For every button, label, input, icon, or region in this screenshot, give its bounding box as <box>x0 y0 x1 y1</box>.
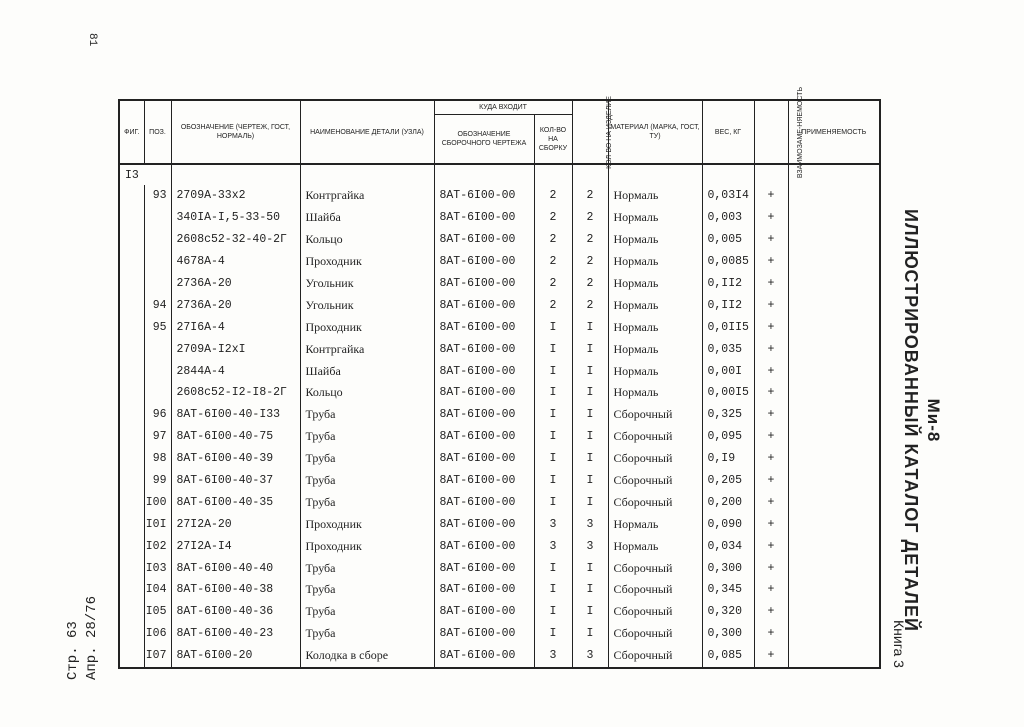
cell-assembly: 8АТ-6I00-00 <box>434 273 534 295</box>
cell-name: Шайба <box>300 207 434 229</box>
cell-name: Труба <box>300 557 434 579</box>
cell-qty-product: 2 <box>572 229 608 251</box>
header-qty-assembly: КОЛ-ВО НА СБОРКУ <box>534 115 572 165</box>
cell-name: Труба <box>300 404 434 426</box>
cell-weight: 0,345 <box>702 579 754 601</box>
cell-fig <box>119 579 144 601</box>
cell-interchangeability: + <box>754 491 788 513</box>
cell-designation: 340IА-I,5-33-50 <box>171 207 300 229</box>
cell-fig <box>119 535 144 557</box>
cell-weight: 0,00I5 <box>702 382 754 404</box>
cell-assembly: 8АТ-6I00-00 <box>434 426 534 448</box>
cell-name: Угольник <box>300 273 434 295</box>
cell-material: Сборочный <box>608 470 702 492</box>
cell-interchangeability: + <box>754 426 788 448</box>
header-pos: ПОЗ. <box>144 100 171 164</box>
cell-fig <box>119 448 144 470</box>
table-row <box>119 185 880 207</box>
cell-interchangeability: + <box>754 207 788 229</box>
cell-name: Кольцо <box>300 229 434 251</box>
cell-assembly: 8АТ-6I00-00 <box>434 316 534 338</box>
cell-qty-product: 3 <box>572 645 608 668</box>
cell-weight: 0,00I <box>702 360 754 382</box>
figure-row <box>119 164 880 185</box>
table-row <box>119 382 880 404</box>
cell-weight: 0,0II5 <box>702 316 754 338</box>
cell-designation: 8АТ-6I00-40-39 <box>171 448 300 470</box>
cell-fig <box>119 294 144 316</box>
cell-applicability <box>788 338 880 360</box>
cell-assembly: 8АТ-6I00-00 <box>434 535 534 557</box>
cell-qty-product: 2 <box>572 273 608 295</box>
cell-fig <box>119 623 144 645</box>
cell-pos: 99 <box>144 470 171 492</box>
cell-material: Сборочный <box>608 557 702 579</box>
parts-table <box>118 86 881 669</box>
cell-qty-product: 3 <box>572 535 608 557</box>
cell-designation: 8АТ-6I00-40-75 <box>171 426 300 448</box>
cell-pos: I03 <box>144 557 171 579</box>
cell-pos: 95 <box>144 316 171 338</box>
cell-applicability <box>788 470 880 492</box>
cell-assembly: 8АТ-6I00-00 <box>434 513 534 535</box>
table-row <box>119 470 880 492</box>
cell-fig <box>119 338 144 360</box>
cell-applicability <box>788 404 880 426</box>
cell-name: Проходник <box>300 316 434 338</box>
cell-assembly: 8АТ-6I00-00 <box>434 229 534 251</box>
cell-interchangeability: + <box>754 470 788 492</box>
table-row <box>119 535 880 557</box>
cell-qty-assembly: 2 <box>534 229 572 251</box>
cell-interchangeability: + <box>754 623 788 645</box>
cell-assembly: 8АТ-6I00-00 <box>434 251 534 273</box>
cell-fig <box>119 491 144 513</box>
table-row <box>119 360 880 382</box>
cell-applicability <box>788 229 880 251</box>
cell-weight: 0,320 <box>702 601 754 623</box>
cell-pos: I07 <box>144 645 171 668</box>
cell-weight: 0,300 <box>702 557 754 579</box>
cell-fig <box>119 316 144 338</box>
cell-fig <box>119 426 144 448</box>
cell-weight: 0,034 <box>702 535 754 557</box>
cell-qty-assembly: I <box>534 338 572 360</box>
cell-assembly: 8АТ-6I00-00 <box>434 470 534 492</box>
cell-weight: 0,205 <box>702 470 754 492</box>
cell-qty-product: I <box>572 316 608 338</box>
cell-designation: 2844А-4 <box>171 360 300 382</box>
cell-material: Нормаль <box>608 316 702 338</box>
cell-pos: 93 <box>144 185 171 207</box>
cell-designation: 2709А-I2хI <box>171 338 300 360</box>
cell-qty-product: I <box>572 382 608 404</box>
cell-fig <box>119 470 144 492</box>
cell-qty-assembly: I <box>534 360 572 382</box>
cell-assembly: 8АТ-6I00-00 <box>434 579 534 601</box>
cell-interchangeability: + <box>754 185 788 207</box>
cell-pos: 98 <box>144 448 171 470</box>
cell-interchangeability: + <box>754 382 788 404</box>
cell-name: Труба <box>300 601 434 623</box>
cell-qty-assembly: 2 <box>534 207 572 229</box>
cell-interchangeability: + <box>754 294 788 316</box>
header-designation: ОБОЗНАЧЕНИЕ (ЧЕРТЕЖ, ГОСТ, НОРМАЛЬ) <box>171 100 300 164</box>
cell-fig <box>119 251 144 273</box>
header-fig: ФИГ. <box>119 100 144 164</box>
table-row <box>119 251 880 273</box>
cell-material: Нормаль <box>608 229 702 251</box>
aircraft-model: Ми-8 <box>924 398 943 443</box>
cell-interchangeability: + <box>754 535 788 557</box>
cell-name: Проходник <box>300 535 434 557</box>
cell-assembly: 8АТ-6I00-00 <box>434 491 534 513</box>
cell-weight: 0,085 <box>702 645 754 668</box>
cell-qty-product: I <box>572 470 608 492</box>
cell-fig <box>119 229 144 251</box>
cell-qty-assembly: 2 <box>534 273 572 295</box>
cell-designation: 27I2А-I4 <box>171 535 300 557</box>
cell-material: Нормаль <box>608 513 702 535</box>
cell-qty-product: 2 <box>572 185 608 207</box>
cell-qty-assembly: 3 <box>534 645 572 668</box>
header-material: МАТЕРИАЛ (МАРКА, ГОСТ, ТУ) <box>608 100 702 164</box>
cell-material: Нормаль <box>608 338 702 360</box>
cell-name: Труба <box>300 470 434 492</box>
cell-applicability <box>788 448 880 470</box>
cell-applicability <box>788 316 880 338</box>
cell-material: Сборочный <box>608 404 702 426</box>
cell-name: Угольник <box>300 294 434 316</box>
cell-designation: 8АТ-6I00-40-40 <box>171 557 300 579</box>
cell-applicability <box>788 273 880 295</box>
cell-weight: 0,003 <box>702 207 754 229</box>
cell-pos: 96 <box>144 404 171 426</box>
cell-qty-assembly: 3 <box>534 535 572 557</box>
cell-fig <box>119 360 144 382</box>
table-row <box>119 557 880 579</box>
cell-qty-assembly: 3 <box>534 513 572 535</box>
table-row <box>119 229 880 251</box>
cell-assembly: 8АТ-6I00-00 <box>434 601 534 623</box>
cell-assembly: 8АТ-6I00-00 <box>434 623 534 645</box>
cell-weight: 0,I9 <box>702 448 754 470</box>
cell-qty-product: I <box>572 404 608 426</box>
cell-interchangeability: + <box>754 404 788 426</box>
cell-name: Колодка в сборе <box>300 645 434 668</box>
table-row <box>119 491 880 513</box>
cell-weight: 0,090 <box>702 513 754 535</box>
cell-name: Шайба <box>300 360 434 382</box>
cell-applicability <box>788 557 880 579</box>
cell-material: Нормаль <box>608 207 702 229</box>
cell-material: Сборочный <box>608 448 702 470</box>
cell-qty-product: I <box>572 623 608 645</box>
cell-pos: I02 <box>144 535 171 557</box>
cell-weight: 0,325 <box>702 404 754 426</box>
cell-interchangeability: + <box>754 579 788 601</box>
cell-qty-product: I <box>572 601 608 623</box>
cell-qty-product: 2 <box>572 207 608 229</box>
cell-material: Сборочный <box>608 491 702 513</box>
cell-qty-product: 3 <box>572 513 608 535</box>
table-body <box>119 164 880 668</box>
cell-qty-product: I <box>572 491 608 513</box>
cell-material: Сборочный <box>608 579 702 601</box>
cell-interchangeability: + <box>754 229 788 251</box>
cell-material: Сборочный <box>608 645 702 668</box>
header-qty-product-label: КОЛ-ВО НА ИЗДЕЛИЕ <box>605 95 613 169</box>
cell-material: Нормаль <box>608 185 702 207</box>
cell-pos: I05 <box>144 601 171 623</box>
cell-designation: 8АТ-6I00-40-23 <box>171 623 300 645</box>
cell-name: Труба <box>300 426 434 448</box>
cell-qty-product: I <box>572 338 608 360</box>
cell-interchangeability: + <box>754 316 788 338</box>
cell-qty-product: I <box>572 426 608 448</box>
cell-qty-assembly: I <box>534 623 572 645</box>
cell-designation: 8АТ-6I00-40-35 <box>171 491 300 513</box>
cell-material: Нормаль <box>608 382 702 404</box>
cell-assembly: 8АТ-6I00-00 <box>434 382 534 404</box>
cell-assembly: 8АТ-6I00-00 <box>434 645 534 668</box>
cell-designation: 2736А-20 <box>171 273 300 295</box>
cell-weight: 0,035 <box>702 338 754 360</box>
table-row <box>119 316 880 338</box>
cell-qty-assembly: I <box>534 557 572 579</box>
cell-qty-product: I <box>572 579 608 601</box>
cell-assembly: 8АТ-6I00-00 <box>434 360 534 382</box>
cell-interchangeability: + <box>754 360 788 382</box>
cell-pos <box>144 338 171 360</box>
table-row <box>119 426 880 448</box>
cell-weight: 0,II2 <box>702 273 754 295</box>
cell-name: Проходник <box>300 513 434 535</box>
cell-qty-assembly: I <box>534 316 572 338</box>
table-row <box>119 448 880 470</box>
figure-number: I3 <box>119 164 171 185</box>
cell-designation: 8АТ-6I00-40-I33 <box>171 404 300 426</box>
cell-pos: I00 <box>144 491 171 513</box>
cell-material: Сборочный <box>608 426 702 448</box>
catalog-name: ИЛЛЮСТРИРОВАННЫЙ КАТАЛОГ ДЕТАЛЕЙ <box>901 209 921 632</box>
cell-name: Труба <box>300 491 434 513</box>
cell-designation: 27I2А-20 <box>171 513 300 535</box>
cell-applicability <box>788 426 880 448</box>
cell-pos <box>144 251 171 273</box>
cell-interchangeability: + <box>754 645 788 668</box>
cell-qty-product: I <box>572 557 608 579</box>
cell-name: Труба <box>300 623 434 645</box>
cell-weight: 0,200 <box>702 491 754 513</box>
cell-weight: 0,300 <box>702 623 754 645</box>
cell-fig <box>119 207 144 229</box>
cell-applicability <box>788 251 880 273</box>
cell-material: Нормаль <box>608 273 702 295</box>
cell-pos: I06 <box>144 623 171 645</box>
cell-applicability <box>788 491 880 513</box>
cell-applicability <box>788 360 880 382</box>
book-number: Книга 3 <box>891 620 907 668</box>
cell-fig <box>119 513 144 535</box>
cell-pos <box>144 229 171 251</box>
table-row <box>119 273 880 295</box>
header-assembly-drawing: ОБОЗНАЧЕНИЕ СБОРОЧНОГО ЧЕРТЕЖА <box>434 115 534 165</box>
table-row <box>119 294 880 316</box>
cell-applicability <box>788 623 880 645</box>
table-row <box>119 579 880 601</box>
cell-name: Контргайка <box>300 185 434 207</box>
cell-assembly: 8АТ-6I00-00 <box>434 338 534 360</box>
table-row <box>119 623 880 645</box>
cell-applicability <box>788 579 880 601</box>
cell-assembly: 8АТ-6I00-00 <box>434 404 534 426</box>
header-qty-product <box>572 95 613 169</box>
cell-qty-assembly: 2 <box>534 185 572 207</box>
cell-name: Проходник <box>300 251 434 273</box>
table-row <box>119 404 880 426</box>
cell-assembly: 8АТ-6I00-00 <box>434 294 534 316</box>
cell-name: Кольцо <box>300 382 434 404</box>
cell-assembly: 8АТ-6I00-00 <box>434 557 534 579</box>
cell-qty-assembly: I <box>534 426 572 448</box>
cell-qty-assembly: 2 <box>534 251 572 273</box>
cell-qty-product: 2 <box>572 294 608 316</box>
header-weight: ВЕС, КГ <box>702 100 754 164</box>
cell-material: Нормаль <box>608 251 702 273</box>
cell-pos <box>144 273 171 295</box>
cell-designation: 8АТ-6I00-20 <box>171 645 300 668</box>
header-where-used: КУДА ВХОДИТ <box>434 100 572 115</box>
cell-applicability <box>788 294 880 316</box>
cell-fig <box>119 557 144 579</box>
cell-pos: 94 <box>144 294 171 316</box>
cell-name: Контргайка <box>300 338 434 360</box>
cell-qty-assembly: I <box>534 404 572 426</box>
cell-fig <box>119 645 144 668</box>
cell-qty-assembly: I <box>534 470 572 492</box>
cell-qty-assembly: I <box>534 448 572 470</box>
cell-name: Труба <box>300 579 434 601</box>
cell-weight: 0,0085 <box>702 251 754 273</box>
page-number-top: 81 <box>86 33 98 47</box>
cell-qty-assembly: I <box>534 579 572 601</box>
cell-material: Нормаль <box>608 360 702 382</box>
table-row <box>119 601 880 623</box>
cell-qty-assembly: I <box>534 491 572 513</box>
cell-qty-product: 2 <box>572 251 608 273</box>
cell-material: Сборочный <box>608 623 702 645</box>
cell-designation: 2608с52-I2-I8-2Г <box>171 382 300 404</box>
cell-applicability <box>788 513 880 535</box>
table-row <box>119 207 880 229</box>
cell-material: Нормаль <box>608 294 702 316</box>
cell-pos: I04 <box>144 579 171 601</box>
cell-applicability <box>788 382 880 404</box>
cell-assembly: 8АТ-6I00-00 <box>434 207 534 229</box>
cell-qty-assembly: 2 <box>534 294 572 316</box>
revision-date: Апр. 28/76 <box>84 595 100 680</box>
header-interchangeability-label: ВЗАИМОЗАМЕ-НЯЕМОСТЬ <box>796 86 804 178</box>
cell-fig <box>119 601 144 623</box>
cell-designation: 8АТ-6I00-40-36 <box>171 601 300 623</box>
cell-weight: 0,II2 <box>702 294 754 316</box>
cell-weight: 0,095 <box>702 426 754 448</box>
cell-pos: I0I <box>144 513 171 535</box>
cell-designation: 4678А-4 <box>171 251 300 273</box>
parts-table-container <box>118 86 879 678</box>
cell-interchangeability: + <box>754 338 788 360</box>
cell-fig <box>119 404 144 426</box>
table-row <box>119 338 880 360</box>
table-row <box>119 513 880 535</box>
cell-designation: 8АТ-6I00-40-38 <box>171 579 300 601</box>
cell-applicability <box>788 645 880 668</box>
cell-applicability <box>788 535 880 557</box>
cell-interchangeability: + <box>754 251 788 273</box>
cell-designation: 27I6А-4 <box>171 316 300 338</box>
cell-designation: 8АТ-6I00-40-37 <box>171 470 300 492</box>
cell-pos: 97 <box>144 426 171 448</box>
cell-qty-assembly: I <box>534 601 572 623</box>
cell-interchangeability: + <box>754 273 788 295</box>
cell-name: Труба <box>300 448 434 470</box>
cell-fig <box>119 273 144 295</box>
cell-pos <box>144 207 171 229</box>
catalog-title <box>900 209 944 632</box>
cell-designation: 2709А-33х2 <box>171 185 300 207</box>
cell-fig <box>119 382 144 404</box>
header-interchangeability <box>754 86 804 178</box>
cell-weight: 0,005 <box>702 229 754 251</box>
table-row <box>119 645 880 668</box>
header-applicability: ПРИМЕНЯЕМОСТЬ <box>788 100 880 164</box>
cell-interchangeability: + <box>754 513 788 535</box>
cell-applicability <box>788 185 880 207</box>
cell-assembly: 8АТ-6I00-00 <box>434 448 534 470</box>
cell-designation: 2608с52-32-40-2Г <box>171 229 300 251</box>
cell-pos <box>144 360 171 382</box>
cell-qty-product: I <box>572 360 608 382</box>
cell-fig <box>119 185 144 207</box>
cell-material: Нормаль <box>608 535 702 557</box>
cell-interchangeability: + <box>754 448 788 470</box>
cell-interchangeability: + <box>754 557 788 579</box>
page-mark <box>64 596 102 680</box>
cell-applicability <box>788 601 880 623</box>
header-name: НАИМЕНОВАНИЕ ДЕТАЛИ (УЗЛА) <box>300 100 434 164</box>
cell-applicability <box>788 207 880 229</box>
cell-material: Сборочный <box>608 601 702 623</box>
page-number: Стр. 63 <box>65 621 81 680</box>
cell-pos <box>144 382 171 404</box>
cell-weight: 0,03I4 <box>702 185 754 207</box>
cell-qty-assembly: I <box>534 382 572 404</box>
cell-designation: 2736А-20 <box>171 294 300 316</box>
cell-interchangeability: + <box>754 601 788 623</box>
cell-qty-product: I <box>572 448 608 470</box>
cell-assembly: 8АТ-6I00-00 <box>434 185 534 207</box>
